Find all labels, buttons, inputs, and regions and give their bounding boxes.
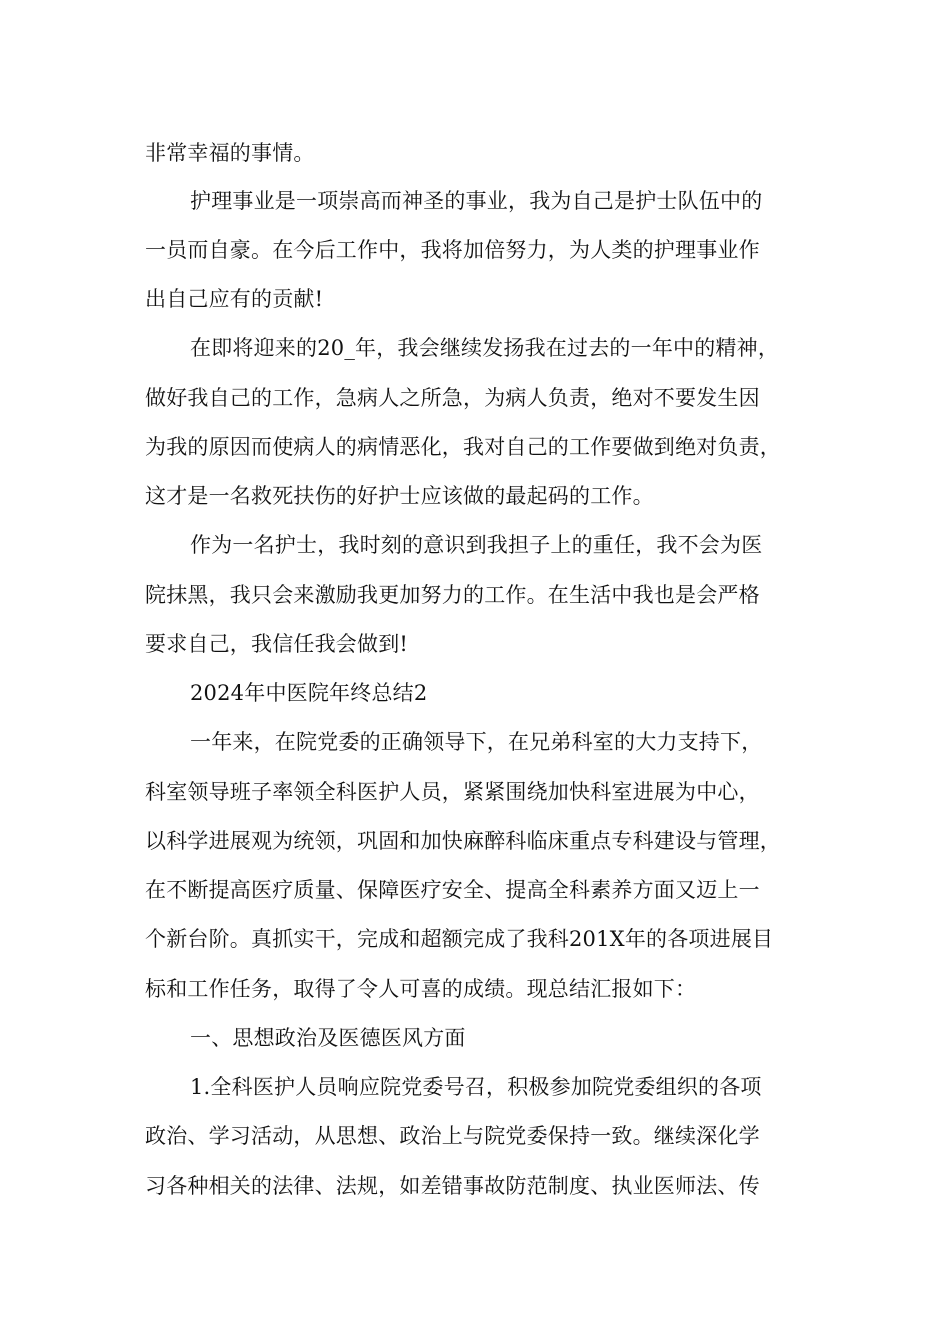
text-line: 以科学进展观为统领，巩固和加快麻醉科临床重点专科建设与管理， — [145, 829, 781, 853]
text-line: 标和工作任务，取得了令人可喜的成绩。现总结汇报如下： — [145, 977, 697, 1001]
subsection-title: 一、思想政治及医德医风方面 — [190, 1026, 466, 1050]
paragraph-start: 一年来，在院党委的正确领导下，在兄弟科室的大力支持下， — [190, 730, 763, 754]
text-line: 做好我自己的工作，急病人之所急，为病人负责，绝对不要发生因 — [145, 386, 760, 410]
section-title: 2024年中医院年终总结2 — [190, 681, 428, 705]
text-line: 政治、学习活动，从思想、政治上与院党委保持一致。继续深化学 — [145, 1124, 760, 1148]
text-line: 要求自己，我信任我会做到! — [145, 632, 409, 656]
text-line: 这才是一名救死扶伤的好护士应该做的最起码的工作。 — [145, 484, 654, 508]
text-line: 为我的原因而使病人的病情恶化，我对自己的工作要做到绝对负责， — [145, 435, 781, 459]
text-line: 一员而自豪。在今后工作中，我将加倍努力，为人类的护理事业作 — [145, 238, 760, 262]
text-line: 习各种相关的法律、法规，如差错事故防范制度、执业医师法、传 — [145, 1174, 760, 1198]
text-line: 院抹黑，我只会来激励我更加努力的工作。在生活中我也是会严格 — [145, 583, 760, 607]
text-line: 出自己应有的贡献! — [145, 287, 324, 311]
text-line: 在不断提高医疗质量、保障医疗安全、提高全科素养方面又迈上一 — [145, 878, 760, 902]
paragraph-start: 护理事业是一项崇高而神圣的事业，我为自己是护士队伍中的 — [190, 189, 763, 213]
text-line: 个新台阶。真抓实干，完成和超额完成了我科201X年的各项进展目 — [145, 927, 774, 951]
paragraph-start: 作为一名护士，我时刻的意识到我担子上的重任，我不会为医 — [190, 533, 763, 557]
text-line: 非常幸福的事情。 — [145, 141, 315, 165]
text-line: 科室领导班子率领全科医护人员，紧紧围绕加快科室进展为中心， — [145, 780, 760, 804]
paragraph-start: 1.全科医护人员响应院党委号召，积极参加院党委组织的各项 — [190, 1075, 762, 1099]
paragraph-start: 在即将迎来的20_年，我会继续发扬我在过去的一年中的精神， — [190, 336, 780, 360]
